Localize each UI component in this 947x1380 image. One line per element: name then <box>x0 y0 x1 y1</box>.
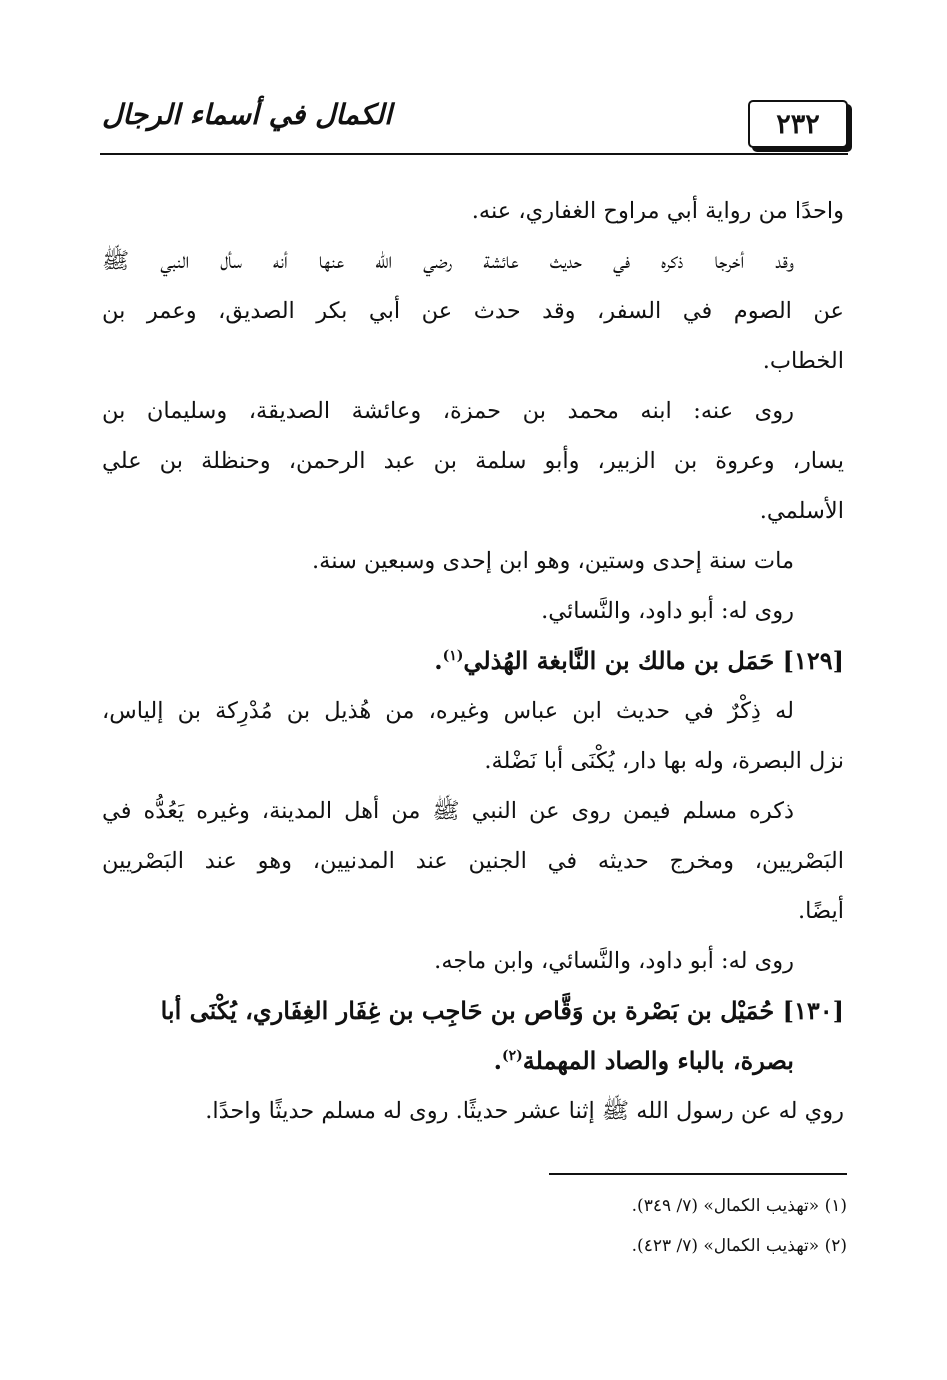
entry-heading-129 <box>102 636 844 686</box>
footnotes <box>247 1186 847 1266</box>
header-divider <box>100 153 848 155</box>
footnote-2: (٢) «تهذيب الكمال» (٧/ ٤٢٣). <box>631 1236 847 1256</box>
heading-period: . <box>493 1046 502 1075</box>
text-line: ذكره مسلم فيمن روى عن النبي ﷺ من أهل المدينة، وغيره يَعُدُّه في <box>102 798 794 824</box>
footnote-divider <box>549 1173 847 1175</box>
text-line: أيضًا. <box>797 898 844 924</box>
text-line: الخطاب. <box>762 348 844 374</box>
entry-heading-text: [١٢٩] حَمَل بن مالك بن النَّابغة الهُذلي <box>463 646 844 675</box>
text-line: نزل البصرة، وله بها دار، يُكْنَى أبا نَضْلة. <box>484 748 844 774</box>
text-line: وقد أخرجا ذكره في حديث عائشة رضي الله عنها أنه سأل النبي ﷺ <box>102 248 794 274</box>
text-line: روي له عن رسول الله ﷺ إثنا عشر حديثًا. روى له مسلم حديثًا واحدًا. <box>205 1098 844 1124</box>
footnote-ref-1: (١) <box>442 648 464 664</box>
text-line: روى له: أبو داود، والنَّسائي، وابن ماجه. <box>434 948 794 974</box>
text-line: عن الصوم في السفر، وقد حدث عن أبي بكر الصديق، وعمر بن <box>102 298 844 324</box>
heading-period: . <box>434 646 443 675</box>
text-line: يسار، وعروة بن الزبير، وأبو سلمة بن عبد الرحمن، وحنظلة بن علي <box>102 448 844 474</box>
text-line: الأسلمي. <box>759 498 844 524</box>
text-line: روى عنه: ابنه محمد بن حمزة، وعائشة الصديقة، وسليمان بن <box>102 398 794 424</box>
page-number: ٢٣٢ <box>748 100 848 148</box>
text-line: مات سنة إحدى وستين، وهو ابن إحدى وسبعين سنة. <box>312 548 794 574</box>
entry-heading-text: بصرة، بالباء والصاد المهملة <box>522 1046 794 1075</box>
text-line: البَصْريين، ومخرج حديثه في الجنين عند المدنيين، وهو عند البَصْريين <box>102 848 844 874</box>
text-line: روى له: أبو داود، والنَّسائي. <box>541 598 794 624</box>
page-header <box>100 96 848 158</box>
text-line: واحدًا من رواية أبي مراوح الغفاري، عنه. <box>471 198 844 224</box>
footnote-1: (١) «تهذيب الكمال» (٧/ ٣٤٩). <box>631 1196 847 1216</box>
main-text <box>102 186 844 1136</box>
entry-heading-130-cont <box>102 1036 844 1086</box>
entry-heading-130: [١٣٠] حُمَيْل بن بَصْرة بن وَقَّاص بن حَاجِب بن غِفَار الغِفَاري، يُكْنَى أبا <box>160 996 844 1025</box>
text-line: له ذِكْرٌ في حديث ابن عباس وغيره، من هُذيل بن مُدْرِكة بن إلياس، <box>102 698 794 724</box>
running-title: الكمال في أسماء الرجال <box>102 98 392 131</box>
footnote-ref-2: (٢) <box>501 1048 523 1064</box>
